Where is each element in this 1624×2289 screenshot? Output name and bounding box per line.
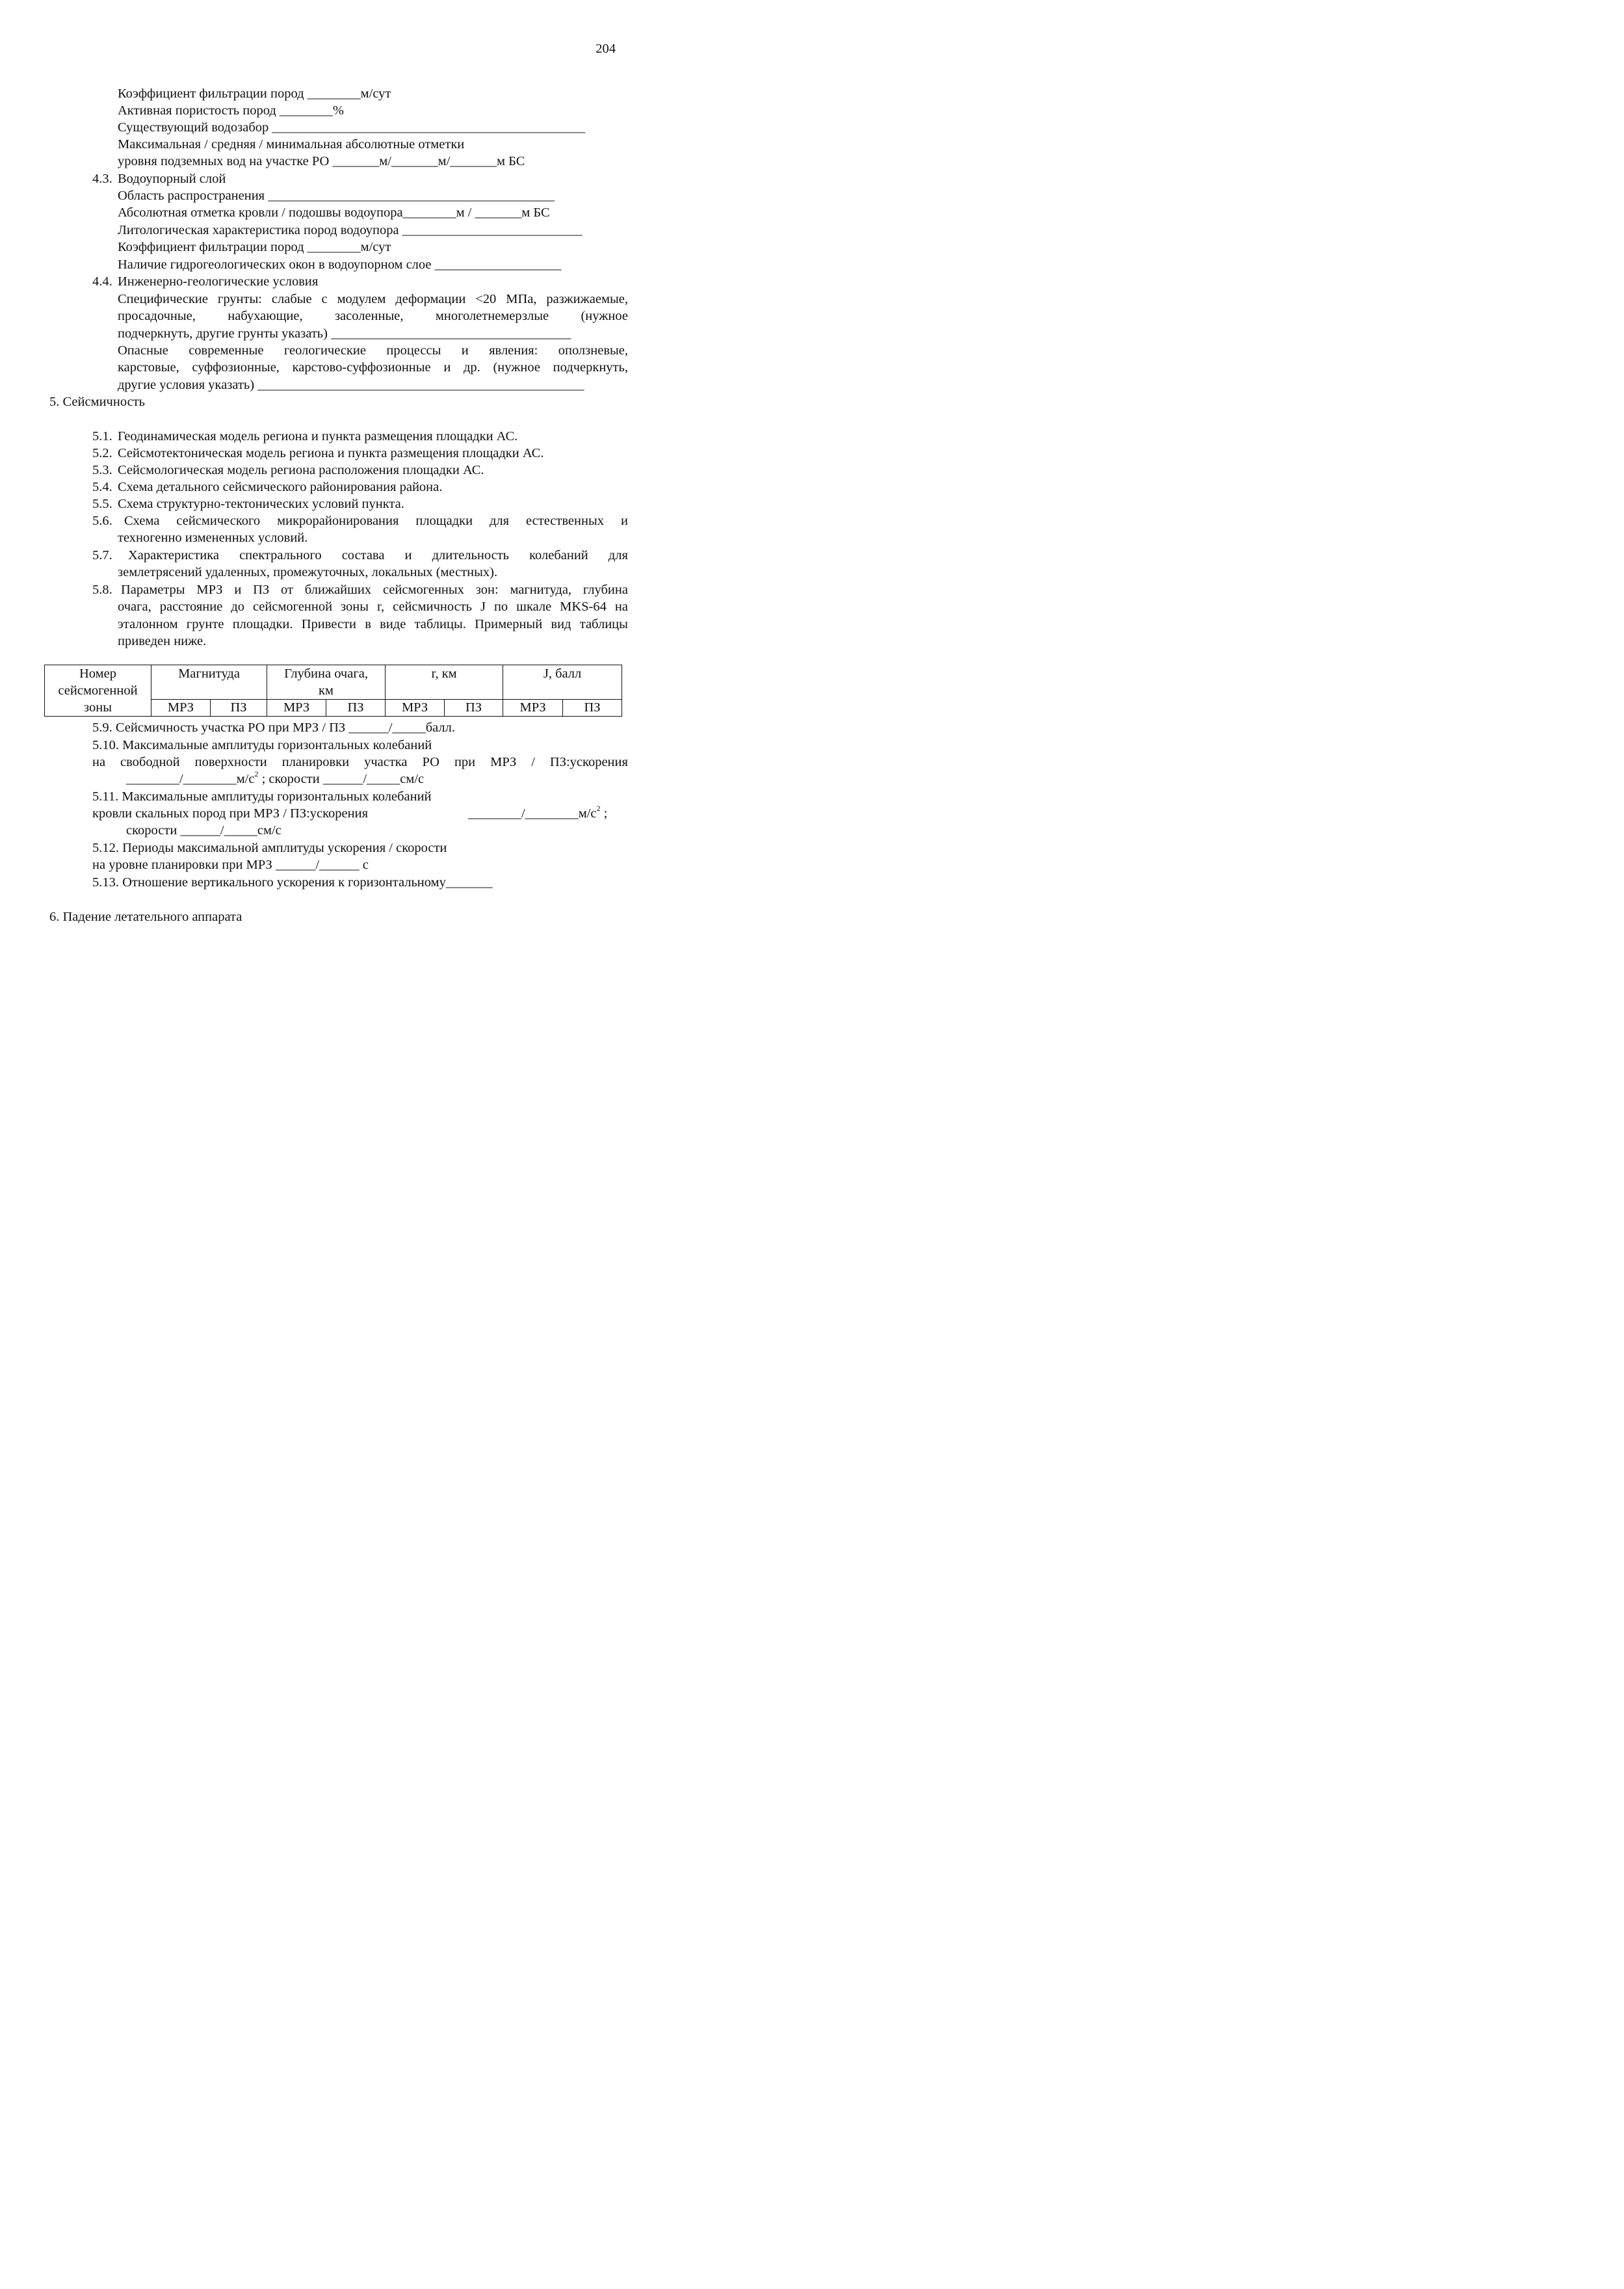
- word: при: [454, 755, 476, 769]
- word: МРЗ: [196, 583, 223, 597]
- distribution-area-line: Область распространения ___________________________________________: [118, 189, 555, 203]
- word: площадки: [415, 514, 473, 528]
- word: и: [234, 583, 242, 597]
- word: деформации: [395, 292, 466, 306]
- item-5-3-text: Сейсмологическая модель региона расположения площадки АС.: [118, 463, 484, 477]
- section-4-3-title: Водоупорный слой: [118, 172, 226, 186]
- word: планировки: [282, 755, 350, 769]
- j-pz-cell: ПЗ: [563, 700, 622, 717]
- roof-floor-marks-line: Абсолютная отметка кровли / подошвы водоупора________м / _______м БС: [118, 205, 550, 220]
- zone-header-line-3: зоны: [84, 700, 112, 715]
- word: r,: [377, 600, 385, 614]
- j-mrz-cell: МРЗ: [503, 700, 563, 717]
- word: состава: [341, 548, 385, 562]
- depth-header-line-2: км: [319, 683, 334, 698]
- active-porosity-line: Активная пористость пород ________%: [118, 103, 345, 118]
- item-5-8-number: 5.8.: [92, 583, 112, 597]
- word: оползневые,: [558, 343, 628, 358]
- word: (нужное: [581, 309, 628, 323]
- r-mrz-cell: МРЗ: [386, 700, 445, 717]
- aquitard-filtration-line: Коэффициент фильтрации пород ________м/сут: [118, 240, 391, 254]
- item-5-8-line-2: [118, 598, 628, 615]
- r-pz-cell: ПЗ: [445, 700, 503, 717]
- word: Опасные: [118, 343, 168, 358]
- page-number: 204: [596, 42, 616, 56]
- magnitude-mrz-cell: МРЗ: [151, 700, 211, 717]
- word: сейсмогенных: [382, 583, 464, 597]
- word: <20: [475, 292, 497, 306]
- item-5-6-line-1: [124, 512, 628, 529]
- word: зон:: [475, 583, 499, 597]
- word: процессы: [386, 343, 441, 358]
- word: глубина: [583, 583, 628, 597]
- section-6-title: 6. Падение летательного аппарата: [49, 910, 242, 924]
- item-5-12-line-1: 5.12. Периоды максимальной амплитуды ускорения / скорости: [92, 841, 447, 855]
- word: для: [490, 514, 510, 528]
- word: карстовые,: [118, 360, 179, 375]
- word: РО: [422, 755, 439, 769]
- velocity-blank: ; скорости ______/_____см/с: [258, 772, 425, 786]
- item-5-8-line-1: [121, 581, 628, 598]
- word: эталонном: [118, 617, 178, 631]
- magnitude-pz-cell: ПЗ: [211, 700, 267, 717]
- word: подчеркнуть,: [553, 360, 628, 375]
- word: свободной: [120, 755, 180, 769]
- zone-number-header: [45, 665, 151, 717]
- item-5-1-number: 5.1.: [92, 429, 112, 443]
- word: зоны: [341, 600, 369, 614]
- hazards-line-1: [118, 342, 628, 359]
- word: геологические: [283, 343, 366, 358]
- word: спектрального: [239, 548, 322, 562]
- word: для: [608, 548, 628, 562]
- item-5-5-text: Схема структурно-тектонических условий пункта.: [118, 497, 404, 511]
- word: сейсмического: [176, 514, 261, 528]
- word: Специфические: [118, 292, 208, 306]
- word: с: [321, 292, 328, 306]
- word: грунты:: [217, 292, 262, 306]
- item-5-10-line-3: [126, 771, 424, 787]
- hazards-line-2: [118, 359, 628, 376]
- word: ближайших: [304, 583, 372, 597]
- squared-superscript: 2: [596, 804, 601, 814]
- word: на: [614, 600, 628, 614]
- item-5-12-line-2: на уровне планировки при МРЗ ______/______ с: [92, 858, 369, 872]
- word: таблицы.: [414, 617, 466, 631]
- word: ПЗ:ускорения: [549, 755, 628, 769]
- word: Схема: [124, 514, 160, 528]
- item-5-3-number: 5.3.: [92, 463, 112, 477]
- word: вид: [551, 617, 571, 631]
- section-5-title: 5. Сейсмичность: [49, 395, 145, 409]
- word: современные: [189, 343, 264, 358]
- hazards-line-3: другие условия указать) _________________________________________________: [118, 378, 584, 392]
- word: др.: [463, 360, 480, 375]
- word: многолетнемерзлые: [435, 309, 549, 323]
- word: просадочные,: [118, 309, 196, 323]
- semicolon: ;: [600, 806, 608, 821]
- word: /: [531, 755, 535, 769]
- word: набухающие,: [228, 309, 303, 323]
- item-5-8-line-4: приведен ниже.: [118, 634, 207, 648]
- zone-header-line-2: сейсмогенной: [58, 683, 138, 698]
- item-5-4-text: Схема детального сейсмического районирования района.: [118, 480, 443, 494]
- groundwater-marks-line-1: Максимальная / средняя / минимальная абсолютные отметки: [118, 137, 465, 152]
- word: на: [92, 755, 106, 769]
- magnitude-header: Магнитуда: [151, 665, 267, 700]
- item-5-11-line-2b: [468, 805, 607, 822]
- item-5-6-line-2: техногенно измененных условий.: [118, 531, 308, 545]
- word: засоленные,: [334, 309, 404, 323]
- word: колебаний: [529, 548, 588, 562]
- filtration-coefficient-line: Коэффициент фильтрации пород ________м/сут: [118, 86, 391, 101]
- seismic-parameters-table: [44, 665, 622, 717]
- word: суффозионные,: [192, 360, 280, 375]
- word: и: [443, 360, 451, 375]
- word: площадки.: [232, 617, 293, 631]
- specific-soils-line-3: подчеркнуть, другие грунты указать) ____________________________________: [118, 326, 571, 341]
- word: грунте: [186, 617, 224, 631]
- word: таблицы: [579, 617, 628, 631]
- item-5-1-text: Геодинамическая модель региона и пункта размещения площадки АС.: [118, 429, 518, 443]
- word: и: [461, 343, 469, 358]
- lithology-line: Литологическая характеристика пород водоупора ___________________________: [118, 223, 583, 237]
- word: слабые: [271, 292, 312, 306]
- word: J: [480, 600, 486, 614]
- word: Привести: [301, 617, 356, 631]
- word: МПа,: [506, 292, 537, 306]
- item-5-7-number: 5.7.: [92, 548, 112, 562]
- item-5-11-line-3: скорости ______/_____см/с: [126, 823, 282, 838]
- depth-header-line-1: Глубина очага,: [284, 667, 368, 681]
- word: участка: [364, 755, 408, 769]
- depth-pz-cell: ПЗ: [326, 700, 386, 717]
- word: длительность: [432, 548, 510, 562]
- item-5-4-number: 5.4.: [92, 480, 112, 494]
- item-5-2-number: 5.2.: [92, 446, 112, 460]
- item-5-13-line: 5.13. Отношение вертикального ускорения к горизонтальному_______: [92, 875, 493, 890]
- word: Характеристика: [128, 548, 219, 562]
- distance-r-header: r, км: [386, 665, 503, 700]
- rock-acceleration-blank: ________/________м/с: [468, 806, 597, 821]
- acceleration-blank: ________/________м/с: [126, 772, 255, 786]
- word: магнитуда,: [510, 583, 572, 597]
- item-5-7-line-2: землетрясений удаленных, промежуточных, локальных (местных).: [118, 565, 498, 579]
- section-4-3-number: 4.3.: [92, 172, 112, 186]
- word: в: [365, 617, 371, 631]
- table-header-row: [45, 665, 622, 700]
- word: Параметры: [121, 583, 185, 597]
- word: от: [281, 583, 293, 597]
- item-5-9-line: 5.9. Сейсмичность участка РО при МРЗ / ПЗ ______/_____балл.: [92, 721, 456, 735]
- item-5-6-number: 5.6.: [92, 514, 112, 528]
- zone-header-line-1: Номер: [79, 667, 116, 681]
- focus-depth-header: [267, 665, 386, 700]
- word: (нужное: [493, 360, 540, 375]
- item-5-10-line-2: [92, 754, 628, 771]
- item-5-11-line-1: 5.11. Максимальные амплитуды горизонтальных колебаний: [92, 789, 432, 804]
- item-5-5-number: 5.5.: [92, 497, 112, 511]
- word: карстово-суффозионные: [292, 360, 431, 375]
- hydrogeological-windows-line: Наличие гидрогеологических окон в водоупорном слое ___________________: [118, 258, 562, 272]
- word: явления:: [489, 343, 538, 358]
- item-5-2-text: Сейсмотектоническая модель региона и пункта размещения площадки АС.: [118, 446, 544, 460]
- word: модулем: [337, 292, 386, 306]
- document-page: [0, 0, 718, 1012]
- word: очага,: [118, 600, 151, 614]
- word: шкале: [516, 600, 552, 614]
- word: МРЗ: [490, 755, 517, 769]
- word: и: [620, 514, 628, 528]
- word: по: [493, 600, 508, 614]
- depth-mrz-cell: МРЗ: [267, 700, 326, 717]
- word: и: [404, 548, 412, 562]
- word: естественных: [526, 514, 604, 528]
- word: поверхности: [194, 755, 267, 769]
- groundwater-marks-line-2: уровня подземных вод на участке РО _______м/_______м/_______м БС: [118, 154, 525, 168]
- word: расстояние: [159, 600, 223, 614]
- word: сейсмогенной: [252, 600, 333, 614]
- word: MKS-64: [560, 600, 607, 614]
- item-5-10-line-1: 5.10. Максимальные амплитуды горизонтальных колебаний: [92, 738, 432, 752]
- section-4-4-title: Инженерно-геологические условия: [118, 274, 319, 289]
- item-5-8-line-3: [118, 616, 628, 633]
- squared-superscript: 2: [254, 769, 259, 779]
- existing-intake-line: Существующий водозабор _______________________________________________: [118, 120, 586, 135]
- specific-soils-line-2: [118, 308, 628, 324]
- word: Примерный: [475, 617, 543, 631]
- word: разжижаемые,: [546, 292, 628, 306]
- word: ПЗ: [253, 583, 270, 597]
- section-4-4-number: 4.4.: [92, 274, 112, 289]
- specific-soils-line-1: [118, 291, 628, 308]
- item-5-7-line-1: [128, 547, 628, 564]
- word: микрорайонирования: [277, 514, 399, 528]
- intensity-j-header: J, балл: [503, 665, 622, 700]
- word: до: [231, 600, 244, 614]
- item-5-11-line-2a: кровли скальных пород при МРЗ / ПЗ:ускорения: [92, 806, 369, 821]
- word: сейсмичность: [393, 600, 473, 614]
- word: виде: [380, 617, 406, 631]
